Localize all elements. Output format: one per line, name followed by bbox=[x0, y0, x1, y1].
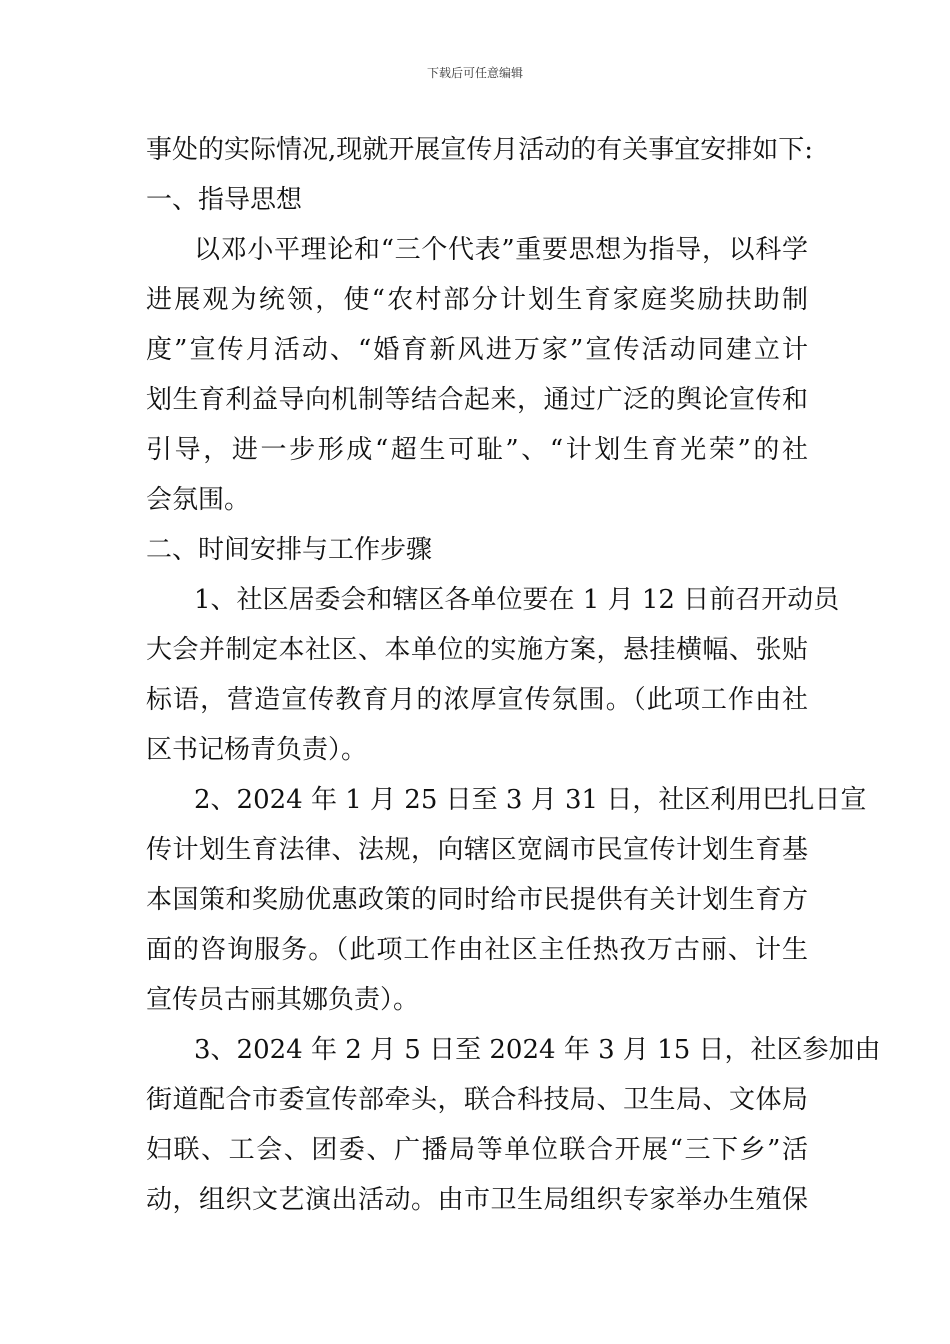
text-line: 传计划生育法律、法规，向辖区宽阔市民宣传计划生育基 bbox=[146, 835, 808, 865]
text-line: 进展观为统领，使“农村部分计划生育家庭奖励扶助制 bbox=[146, 285, 808, 315]
text-line: 度”宣传月活动、“婚育新风进万家”宣传活动同建立计 bbox=[146, 335, 808, 365]
text-line: 1、社区居委会和辖区各单位要在 1 月 12 日前召开动员 bbox=[194, 585, 840, 615]
text-line: 面的咨询服务。（此项工作由社区主任热孜万古丽、计生 bbox=[146, 935, 808, 965]
text-line: 以邓小平理论和“三个代表”重要思想为指导，以科学 bbox=[194, 235, 808, 265]
text-line: 街道配合市委宣传部牵头，联合科技局、卫生局、文体局 bbox=[146, 1085, 808, 1115]
text-line: 会氛围。 bbox=[146, 485, 251, 515]
section-heading: 一、指导思想 bbox=[146, 185, 303, 215]
text-line: 动，组织文艺演出活动。由市卫生局组织专家举办生殖保 bbox=[146, 1185, 808, 1215]
text-line: 宣传员古丽其娜负责）。 bbox=[146, 985, 420, 1015]
section-heading: 二、时间安排与工作步骤 bbox=[146, 535, 433, 565]
text-line: 划生育利益导向机制等结合起来，通过广泛的舆论宣传和 bbox=[146, 385, 808, 415]
text-line: 事处的实际情况,现就开展宣传月活动的有关事宜安排如下: bbox=[146, 135, 814, 165]
text-line: 3、2024 年 2 月 5 日至 2024 年 3 月 15 日，社区参加由 bbox=[194, 1035, 881, 1065]
text-line: 2、2024 年 1 月 25 日至 3 月 31 日，社区利用巴扎日宣 bbox=[194, 785, 867, 815]
page-header-note: 下载后可任意编辑 bbox=[426, 66, 523, 80]
text-line: 区书记杨青负责）。 bbox=[146, 735, 368, 765]
text-line: 标语，营造宣传教育月的浓厚宣传氛围。（此项工作由社 bbox=[146, 685, 808, 715]
text-line: 引导，进一步形成“超生可耻”、“计划生育光荣”的社 bbox=[146, 435, 808, 465]
text-line: 本国策和奖励优惠政策的同时给市民提供有关计划生育方 bbox=[146, 885, 808, 915]
text-line: 大会并制定本社区、本单位的实施方案，悬挂横幅、张贴 bbox=[146, 635, 808, 665]
text-line: 妇联、工会、团委、广播局等单位联合开展“三下乡”活 bbox=[146, 1135, 808, 1165]
